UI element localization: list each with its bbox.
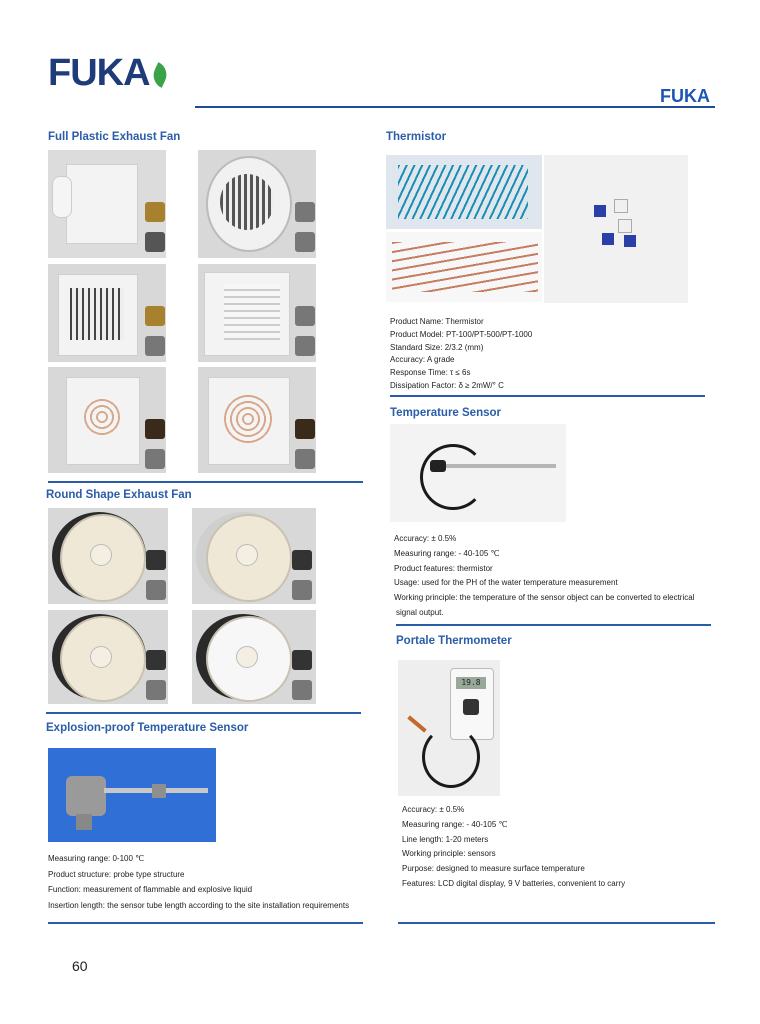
thermistor-specs bbox=[390, 316, 532, 393]
motor-thumb bbox=[145, 336, 165, 356]
motor-thumb bbox=[292, 550, 312, 570]
section-divider bbox=[398, 922, 715, 924]
motor-thumb bbox=[292, 650, 312, 670]
section-title-round-fan: Round Shape Exhaust Fan bbox=[46, 489, 192, 501]
spec-line: Response Time: τ ≤ 6s bbox=[390, 368, 471, 378]
motor-thumb bbox=[295, 202, 315, 222]
round-fan-photo-2 bbox=[192, 508, 316, 604]
plastic-fan-photo-2 bbox=[198, 150, 316, 258]
section-divider bbox=[390, 395, 705, 397]
plastic-fan-photo-1 bbox=[48, 150, 166, 258]
spec-line: signal output. bbox=[396, 607, 444, 617]
motor-thumb bbox=[146, 680, 166, 700]
chip bbox=[594, 205, 606, 217]
spec-line: Working principle: sensors bbox=[402, 849, 496, 859]
temperature-sensor-specs bbox=[394, 532, 694, 621]
fan-hub bbox=[90, 646, 112, 668]
section-title-temperature-sensor: Temperature Sensor bbox=[390, 407, 501, 419]
motor-thumb bbox=[295, 336, 315, 356]
section-divider bbox=[48, 481, 363, 483]
spec-line: Measuring range: 0-100 ℃ bbox=[48, 854, 145, 863]
motor-thumb bbox=[146, 650, 166, 670]
spec-line: Measuring range: - 40-105 ℃ bbox=[394, 548, 500, 558]
explosion-sensor-photo bbox=[48, 748, 216, 842]
section-divider bbox=[48, 922, 363, 924]
spec-line: Line length: 1-20 meters bbox=[402, 834, 489, 844]
sensor-fitting bbox=[152, 784, 166, 798]
portable-thermometer-photo bbox=[398, 660, 500, 796]
portable-specs bbox=[402, 803, 625, 892]
fan-louver bbox=[224, 284, 280, 340]
plastic-fan-photo-3 bbox=[48, 264, 166, 362]
motor-thumb bbox=[292, 580, 312, 600]
chip bbox=[602, 233, 614, 245]
temperature-sensor-photo bbox=[390, 424, 566, 522]
section-title-portable-thermometer: Portale Thermometer bbox=[396, 635, 512, 647]
section-divider bbox=[46, 712, 361, 714]
probe-tip bbox=[407, 715, 426, 732]
motor-thumb bbox=[145, 419, 165, 439]
motor-thumb bbox=[145, 202, 165, 222]
fan-hub bbox=[90, 544, 112, 566]
section-divider bbox=[396, 624, 711, 626]
probe-cable bbox=[422, 726, 480, 788]
spec-line: Measuring range: - 40-105 ℃ bbox=[402, 819, 508, 829]
motor-thumb bbox=[295, 232, 315, 252]
spec-line: Function: measurement of flammable and explosive liquid bbox=[48, 885, 253, 894]
thermistor-photo-chips bbox=[544, 155, 688, 303]
spec-line: Accuracy: A grade bbox=[390, 355, 455, 365]
round-fan-photo-4 bbox=[192, 610, 316, 704]
spec-line: Product structure: probe type structure bbox=[48, 869, 185, 879]
chip bbox=[618, 219, 632, 233]
motor-thumb bbox=[145, 449, 165, 469]
motor-thumb bbox=[295, 306, 315, 326]
keypad bbox=[463, 699, 479, 715]
thermistor-wires bbox=[398, 165, 528, 219]
spec-line: Accuracy: ± 0.5% bbox=[394, 534, 457, 543]
spec-line: Product features: thermistor bbox=[394, 563, 493, 573]
thermistor-photo-copper bbox=[386, 232, 542, 302]
fan-duct bbox=[52, 176, 72, 218]
motor-thumb bbox=[145, 306, 165, 326]
fan-hub bbox=[236, 646, 258, 668]
motor-thumb bbox=[146, 550, 166, 570]
sensor-gland bbox=[76, 814, 92, 830]
page-number: 60 bbox=[72, 958, 88, 974]
motor-thumb bbox=[292, 680, 312, 700]
sensor-head bbox=[66, 776, 106, 816]
spec-line: Dissipation Factor: δ ≥ 2mW/° C bbox=[390, 380, 504, 390]
plastic-fan-photo-4 bbox=[198, 264, 316, 362]
explosion-specs bbox=[48, 851, 349, 913]
fan-body bbox=[66, 164, 138, 244]
spec-line: Product Model: PT-100/PT-500/PT-1000 bbox=[390, 329, 533, 339]
motor-thumb bbox=[295, 449, 315, 469]
section-title-thermistor: Thermistor bbox=[386, 131, 447, 143]
spec-line: Usage: used for the PH of the water temperature measurement bbox=[394, 578, 618, 588]
lcd-display: 19.8 bbox=[456, 677, 486, 689]
spec-line: Purpose: designed to measure surface temperature bbox=[402, 864, 585, 874]
chip bbox=[624, 235, 636, 247]
spec-line: Working principle: the temperature of the sensor object can be converted to electrical bbox=[394, 593, 695, 603]
fan-grille bbox=[224, 393, 272, 445]
thermistor-photo-blue bbox=[386, 155, 542, 229]
header-divider bbox=[195, 106, 715, 108]
spec-line: Insertion length: the sensor tube length according to the site installation requirements bbox=[48, 900, 350, 910]
plastic-fan-photo-5 bbox=[48, 367, 166, 473]
chip bbox=[614, 199, 628, 213]
logo-text: FUKA bbox=[48, 52, 150, 94]
brand-name: FUKA bbox=[660, 86, 710, 106]
round-fan-photo-1 bbox=[48, 508, 168, 604]
leaf-icon bbox=[149, 62, 171, 88]
spec-line: Standard Size: 2/3.2 (mm) bbox=[390, 342, 484, 352]
spec-line: Features: LCD digital display, 9 V batteries, convenient to carry bbox=[402, 878, 626, 888]
plastic-fan-photo-6 bbox=[198, 367, 316, 473]
fuka-logo bbox=[48, 52, 167, 95]
spec-line: Accuracy: ± 0.5% bbox=[402, 805, 465, 814]
motor-thumb bbox=[146, 580, 166, 600]
motor-thumb bbox=[145, 232, 165, 252]
fan-hub bbox=[236, 544, 258, 566]
fan-grille bbox=[70, 288, 124, 340]
round-fan-photo-3 bbox=[48, 610, 168, 704]
spec-line: Product Name: Thermistor bbox=[390, 317, 484, 326]
fan-grille bbox=[84, 397, 120, 437]
motor-thumb bbox=[295, 419, 315, 439]
thermistor-leads bbox=[392, 242, 538, 292]
section-title-plastic-fan: Full Plastic Exhaust Fan bbox=[48, 131, 181, 143]
sensor-cable bbox=[420, 444, 486, 510]
fan-grille bbox=[220, 174, 274, 230]
section-title-explosion-sensor: Explosion-proof Temperature Sensor bbox=[46, 722, 249, 734]
